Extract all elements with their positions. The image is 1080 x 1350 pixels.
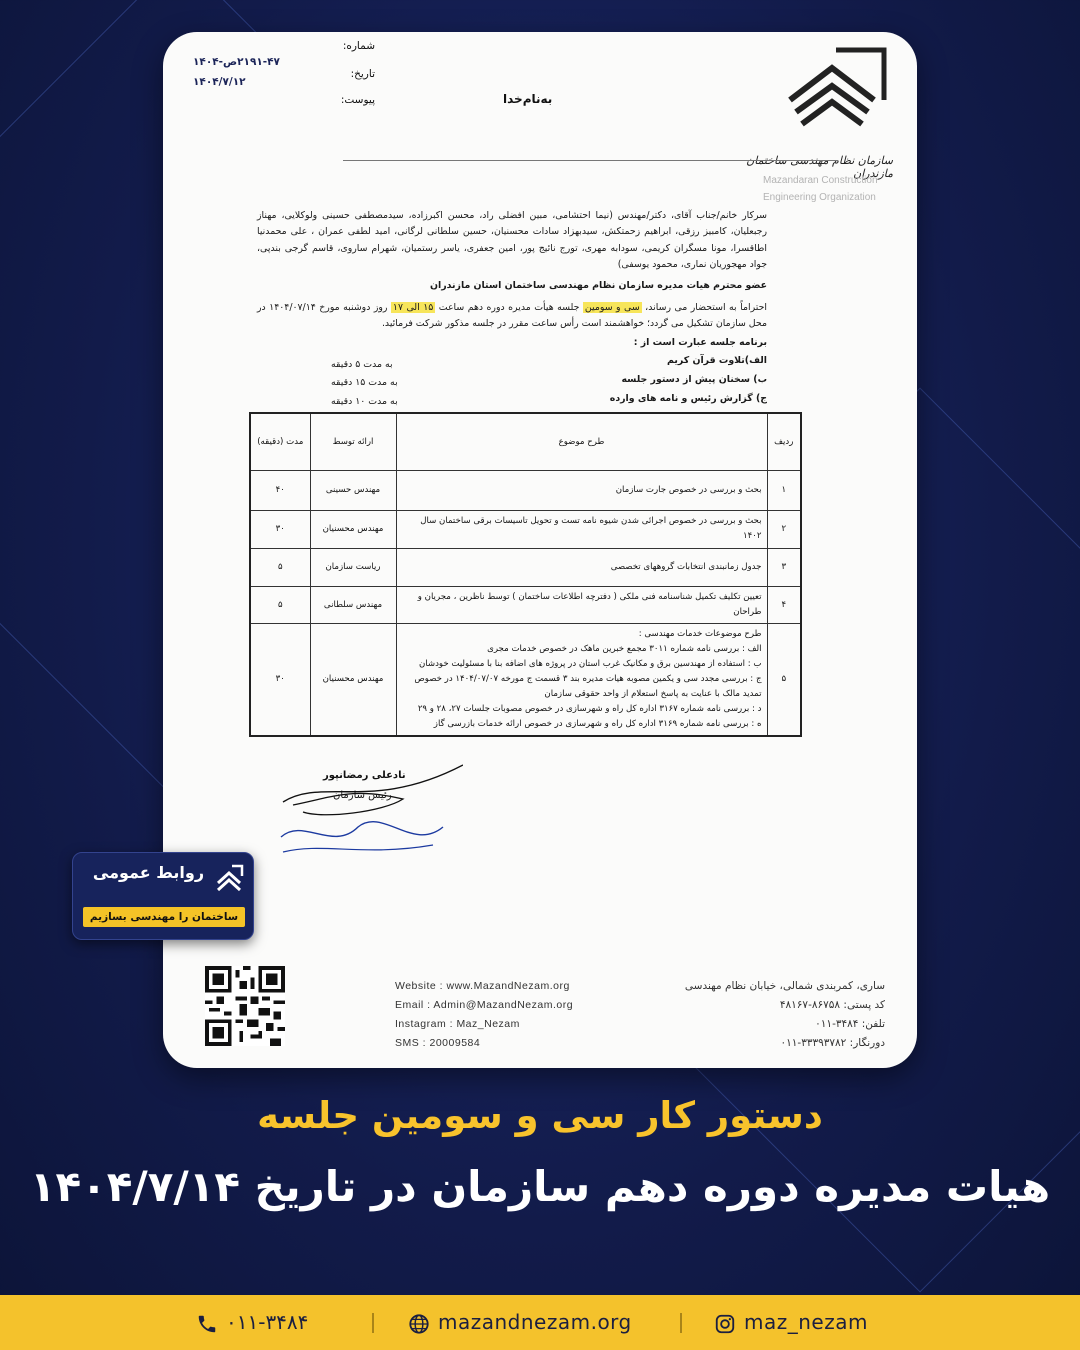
row-number: ۳	[767, 548, 801, 586]
program-item: ج) گزارش رئیس و نامه های وارده	[609, 393, 767, 404]
row-topic-line: الف : بررسی نامه شماره ۳۰۱۱ مجمع خبرین ماهک در خصوص خدمات مجری	[487, 643, 762, 654]
contact-online	[395, 977, 573, 1053]
row-duration: ۳۰	[250, 623, 310, 736]
row-presenter: مهندس محسنیان	[310, 510, 396, 548]
instagram-icon	[714, 1313, 736, 1335]
row-number: ۱	[767, 470, 801, 510]
website-text: Website : www.MazandNezam.org	[395, 980, 570, 992]
date-label: تاریخ:	[350, 68, 375, 80]
recipients: سرکار خانم/جناب آقای، دکتر/مهندس (نیما احتشامی، مبین افضلی راد، محسن اکبرزاده، سیدمصطفی حسینی ولوکلایی، مهناز رجبعلیان، کامبیز رزقی، ابراهیم زحمتکش، سیدبهزاد سادات محسنیان، حسین سلطانی لرگانی، امید لطفی عمران ، علی محمدنیا اطاقسرا، مونا مسگران کریمی، سودابه مهری، تورج نائیج پور، امین جعفری، یاسر رستمیان، شهرام ساروی، قاسم گرجی بندپی، جواد مهجوریان نماری، محمود یوسفی)	[257, 210, 767, 271]
row-topic: بحث و بررسی در خصوص جارت سازمان	[396, 470, 767, 510]
instagram-link[interactable]	[714, 1295, 868, 1350]
org-name-fa: سازمان نظام مهندسی ساختمان مازندران	[746, 154, 893, 180]
row-topic-line: د : بررسی نامه شماره ۳۱۶۷ اداره کل راه و شهرسازی در خصوص مصوبات جلسات ۲۷، ۲۸ و ۲۹	[417, 703, 762, 714]
program-item: ب) سخنان پیش از دستور جلسه	[621, 374, 767, 385]
org-name-en	[763, 172, 903, 206]
phone-icon	[196, 1313, 218, 1335]
row-topic-line: طرح موضوعات خدمات مهندسی :	[638, 628, 762, 639]
phone-link[interactable]	[196, 1295, 308, 1350]
invitation-text	[257, 300, 767, 333]
number-label: شماره:	[342, 40, 375, 52]
meeting-ordinal: سی و سومین	[584, 302, 640, 313]
fax-text: دورنگار: ۳۳۳۹۳۷۸۲-۰۱۱	[780, 1037, 885, 1049]
row-presenter: مهندس حسینی	[310, 470, 396, 510]
qr-code-icon	[205, 966, 285, 1046]
bismillah: به‌نام‌خدا	[503, 92, 553, 106]
phone-text: ۰۱۱-۳۴۸۴	[226, 1310, 309, 1334]
invitation-mid: جلسه هیأت مدیره دوره دهم ساعت	[438, 302, 580, 313]
table-row	[250, 586, 801, 623]
bar-divider	[680, 1313, 682, 1333]
row-topic: بحث و بررسی در خصوص اجرائی شدن شیوه نامه تست و تحویل تاسیسات برقی ساختمان سال ۱۴۰۲	[396, 510, 767, 548]
org-name-en-line: Mazandaran Construction	[763, 175, 878, 186]
agenda-table	[249, 412, 802, 737]
row-duration: ۵	[250, 586, 310, 623]
date-value: ۱۴۰۴/۷/۱۲	[193, 76, 246, 88]
building-logo-icon	[214, 863, 244, 895]
contact-address	[675, 977, 885, 1053]
sms-text: SMS : 20009584	[395, 1037, 481, 1049]
row-number: ۲	[767, 510, 801, 548]
row-number: ۴	[767, 586, 801, 623]
attachment-label: پیوست:	[340, 94, 375, 106]
bar-divider	[372, 1313, 374, 1333]
row-topic: جدول زمانبندی انتخابات گروههای تخصصی	[396, 548, 767, 586]
row-duration: ۴۰	[250, 470, 310, 510]
row-presenter: مهندس محسنیان	[310, 623, 396, 736]
col-header-row: ردیف	[767, 413, 801, 470]
table-header-row	[250, 413, 801, 470]
row-presenter: ریاست سازمان	[310, 548, 396, 586]
header-divider	[343, 160, 838, 161]
website-link[interactable]	[408, 1295, 632, 1350]
row-topic	[396, 623, 767, 736]
letter-paper	[163, 32, 917, 1068]
table-row	[250, 623, 801, 736]
row-topic: تعیین تکلیف تکمیل شناسنامه فنی ملکی ( دفترچه اطلاعات ساختمان ) توسط ناظرین ، مجریان و طراحان	[396, 586, 767, 623]
row-topic-line: ج : بررسی مجدد سی و یکمین مصوبه هیات مدیره بند ۳ قسمت ج مورخه ۱۴۰۴/۰۷/۰۷ در خصوص تمدید مالک با عنایت به پاسخ استعلام از واحد حقوقی سازمان	[414, 673, 762, 699]
public-relations-badge	[72, 852, 254, 940]
table-row	[250, 510, 801, 548]
phone-text: تلفن: ۳۴۸۴-۰۱۱	[815, 1018, 885, 1030]
badge-title: روابط عمومی	[92, 863, 205, 882]
invitation-post: روز دوشنبه مورخ ۱۴۰۴/۰۷/۱۴ در محل سازمان تشکیل می گردد؛ خواهشمند است رأس ساعت مقرر در جلسه مذکور شرکت فرمائید.	[257, 302, 767, 330]
program-intro: برنامه جلسه عبارت است از :	[633, 337, 767, 348]
signatory-name: نادعلی رمضانپور	[323, 770, 406, 781]
org-name-en-line: Engineering Organization	[763, 192, 876, 203]
instagram-text: Instagram : Maz_Nezam	[395, 1018, 520, 1030]
row-duration: ۳۰	[250, 510, 310, 548]
col-header-topic: طرح موضوع	[396, 413, 767, 470]
globe-icon	[408, 1313, 430, 1335]
bottom-bar	[0, 1295, 1080, 1350]
table-row	[250, 470, 801, 510]
instagram-text: maz_nezam	[744, 1310, 868, 1334]
row-topic-line: ب : استفاده از مهندسین برق و مکانیک غرب استان در پروژه های اضافه بنا با مسئولیت خودشان	[418, 658, 762, 669]
row-topic-line: ه : بررسی نامه شماره ۳۱۶۹ اداره کل راه و شهرسازی در خصوص ارائه خدمات بازرسی گاز	[433, 718, 762, 729]
row-duration: ۵	[250, 548, 310, 586]
program-duration: به مدت ۱۰ دقیقه	[331, 396, 398, 407]
program-duration: به مدت ۵ دقیقه	[331, 359, 393, 370]
program-item: الف)تلاوت قرآن کریم	[667, 355, 767, 366]
meeting-time: ۱۵ الی ۱۷	[392, 302, 434, 313]
number-value: ۲۱۹۱-۴۷ص-۱۴۰۴	[193, 56, 280, 68]
postal-text: کد پستی: ۸۶۷۵۸-۴۸۱۶۷	[779, 999, 885, 1011]
program-duration: به مدت ۱۵ دقیقه	[331, 377, 398, 388]
org-logo-icon	[766, 42, 891, 154]
row-number: ۵	[767, 623, 801, 736]
table-row	[250, 548, 801, 586]
headline-line-2: هیات مدیره دوره دهم سازمان در تاریخ ۱۴۰۴/۷/۱۴	[29, 1162, 1051, 1211]
signatory-title: رئیس سازمان	[333, 790, 392, 801]
col-header-presenter: ارائه توسط	[310, 413, 396, 470]
addressee: عضو محترم هیات مدیره سازمان نظام مهندسی ساختمان استان مازندران	[430, 280, 767, 291]
address-text: ساری، کمربندی شمالی، خیابان نظام مهندسی	[684, 980, 885, 992]
website-text: mazandnezam.org	[438, 1310, 632, 1334]
col-header-duration: مدت (دقیقه)	[250, 413, 310, 470]
invitation-pre: احتراماً به استحضار می رساند،	[645, 302, 768, 313]
email-text: Email : Admin@MazandNezam.org	[395, 999, 574, 1011]
row-presenter: مهندس سلطانی	[310, 586, 396, 623]
headline-line-1: دستور کار سی و سومین جلسه	[257, 1094, 823, 1137]
badge-subtitle: ساختمان را مهندسی بسازیم	[83, 907, 245, 927]
